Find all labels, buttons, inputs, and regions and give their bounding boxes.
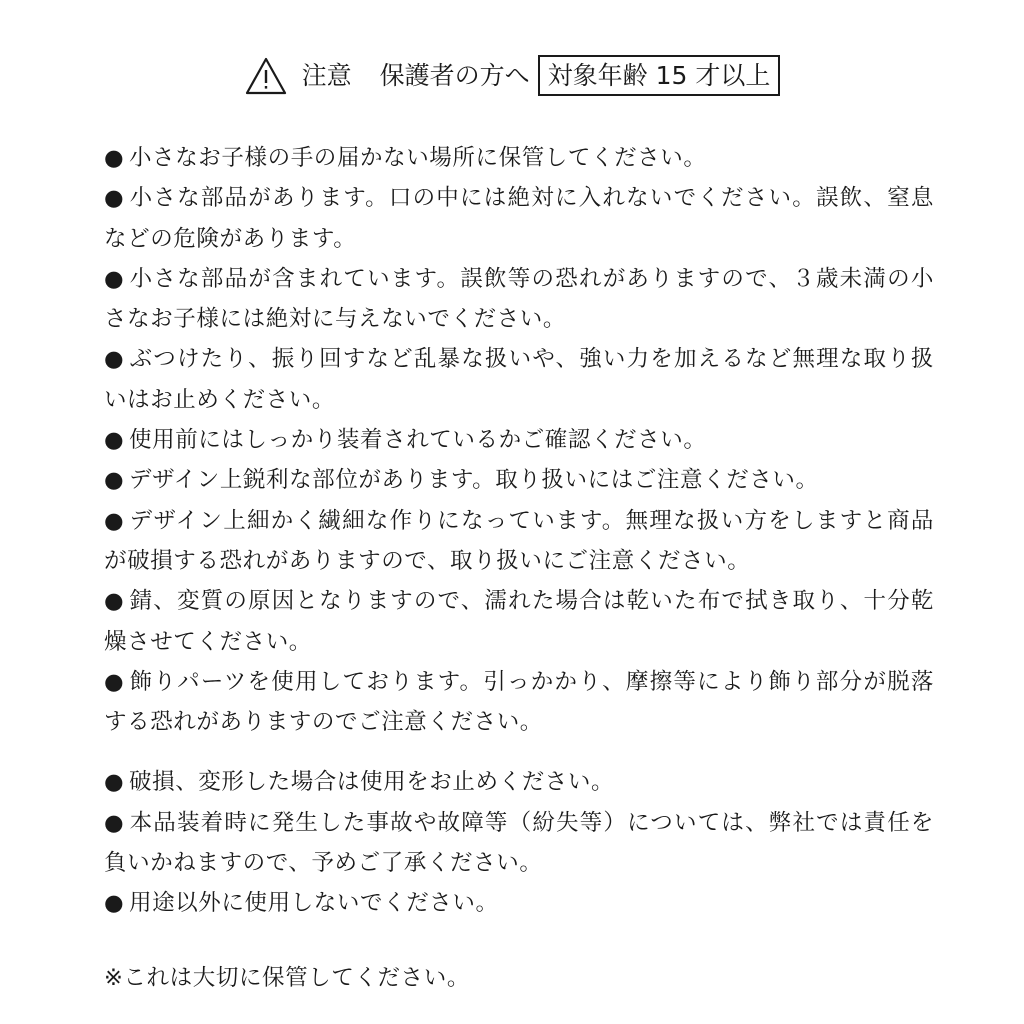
bullet-icon: ● (104, 185, 125, 212)
caution-item (104, 460, 934, 500)
caution-item (104, 501, 934, 582)
caution-text: ぶつけたり、振り回すなど乱暴な扱いや、強い力を加えるなど無理な取り扱いはお止めください。 (104, 346, 934, 413)
bullet-icon: ● (104, 346, 125, 373)
caution-item (104, 339, 934, 420)
caution-text: デザイン上鋭利な部位があります。取り扱いにはご注意ください。 (129, 467, 819, 494)
caution-text: 錆、変質の原因となりますので、濡れた場合は乾いた布で拭き取り、十分乾燥させてください。 (104, 588, 934, 655)
bullet-icon: ● (104, 265, 125, 292)
storage-footnote: ※これは大切に保管してください。 (104, 965, 470, 991)
caution-text: 小さなお子様の手の届かない場所に保管してください。 (129, 145, 707, 171)
target-age-badge: 対象年齢 15 才以上 (538, 55, 781, 96)
guardian-label: 保護者の方へ (379, 61, 530, 90)
bullet-icon: ● (104, 890, 125, 917)
caution-item (104, 178, 934, 259)
caution-item (104, 581, 934, 662)
caution-text: デザイン上細かく繊細な作りになっています。無理な扱い方をしますと商品が破損する恐れがありますので、取り扱いにご注意ください。 (104, 507, 934, 574)
caution-text: 小さな部品があります。口の中には絶対に入れないでください。誤飲、窒息などの危険があります。 (104, 185, 934, 252)
caution-text: 用途以外に使用しないでください。 (129, 890, 499, 917)
warning-triangle-icon (244, 56, 288, 96)
bullet-icon: ● (104, 467, 125, 494)
caution-text: 飾りパーツを使用しております。引っかかり、摩擦等により飾り部分が脱落する恐れがありますのでご注意ください。 (104, 668, 934, 736)
caution-list (104, 138, 934, 924)
caution-text: 本品装着時に発生した事故や故障等（紛失等）については、弊社では責任を負いかねますので、予めご了承ください。 (104, 809, 934, 877)
caution-header (0, 55, 1024, 96)
bullet-icon: ● (104, 809, 125, 836)
bullet-icon: ● (104, 145, 125, 171)
caution-text: 破損、変形した場合は使用をお止めください。 (129, 769, 615, 796)
bullet-icon: ● (104, 588, 125, 615)
caution-item (104, 662, 934, 743)
caution-item (104, 259, 934, 340)
caution-item (104, 420, 934, 460)
caution-text: 小さな部品が含まれています。誤飲等の恐れがありますので、３歳未満の小さなお子様には絶対に与えないでください。 (104, 265, 934, 333)
bullet-icon: ● (104, 668, 125, 695)
caution-item (104, 138, 934, 178)
caution-item (104, 803, 934, 884)
bullet-icon: ● (104, 507, 125, 534)
caution-label: 注意 (301, 61, 352, 90)
caution-item (104, 883, 934, 923)
bullet-icon: ● (104, 427, 125, 454)
caution-text: 使用前にはしっかり装着されているかご確認ください。 (129, 427, 707, 454)
caution-item (104, 762, 934, 802)
bullet-icon: ● (104, 769, 125, 796)
